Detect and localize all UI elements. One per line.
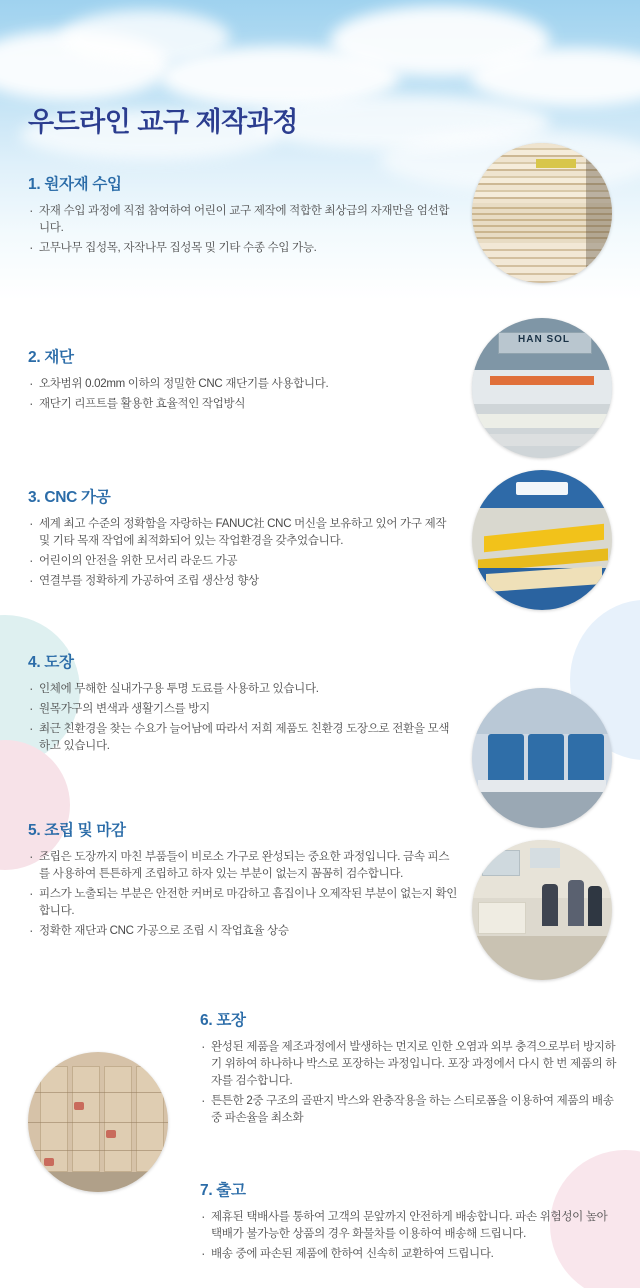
wood-tag bbox=[536, 159, 576, 168]
list-item: · 피스가 노출되는 부분은 안전한 커버로 마감하고 흠집이나 오제작된 부분이 없는지 확인합니다. bbox=[28, 886, 458, 920]
paint-room-upper bbox=[472, 688, 612, 734]
box-edge-line bbox=[28, 1150, 168, 1151]
step-4-bullets bbox=[28, 681, 458, 755]
step-3-title: CNC 가공 bbox=[44, 489, 111, 506]
worker-figure bbox=[568, 880, 584, 926]
step-4 bbox=[28, 650, 458, 758]
paint-room-floor bbox=[472, 792, 612, 828]
box-label-mark bbox=[74, 1102, 84, 1110]
box-label-mark bbox=[44, 1158, 54, 1166]
step-4-heading bbox=[28, 650, 458, 672]
workshop-window bbox=[530, 848, 560, 868]
list-item: · 제휴된 택배사를 통하여 고객의 문앞까지 안전하게 배송합니다. 파손 위험성이 높아 택배가 불가능한 상품의 경우 화물차를 이용하여 배송해 드립니다. bbox=[200, 1209, 620, 1243]
list-item: · 조립은 도장까지 마친 부품들이 비로소 가구로 완성되는 중요한 과정입니다. 금속 피스를 사용하여 튼튼하게 조립하고 하자 있는 부분이 없는지 꼼꼼히 검수합니다. bbox=[28, 849, 458, 883]
photo-cnc-machine bbox=[472, 470, 612, 610]
box-edge-line bbox=[28, 1092, 168, 1093]
step-5-title: 조립 및 마감 bbox=[44, 822, 126, 839]
step-1-title: 원자재 수입 bbox=[44, 176, 122, 193]
list-item: · 최근 친환경을 찾는 수요가 늘어남에 따라서 저희 제품도 친환경 도장으로 전환을 모색하고 있습니다. bbox=[28, 721, 458, 755]
step-7-bullets bbox=[200, 1209, 620, 1263]
photo-painting-line bbox=[472, 688, 612, 828]
step-5-number: 5. bbox=[28, 822, 41, 839]
box-label-mark bbox=[106, 1130, 116, 1138]
step-3-heading bbox=[28, 485, 458, 507]
step-1-bullets bbox=[28, 203, 458, 257]
machine-sign-text: HAN SOL bbox=[518, 334, 570, 345]
step-6-bullets bbox=[200, 1039, 620, 1127]
machine-accent-bar bbox=[490, 376, 594, 385]
box-stack bbox=[104, 1066, 132, 1172]
list-item: · 자재 수입 과정에 직접 참여하여 어린이 교구 제작에 적합한 최상급의 자재만을 엄선합니다. bbox=[28, 203, 458, 237]
list-item: · 오차범위 0.02mm 이하의 정밀한 CNC 재단기를 사용합니다. bbox=[28, 376, 458, 393]
machine-lower bbox=[472, 404, 612, 458]
list-item: · 튼튼한 2중 구조의 골판지 박스와 완충작용을 하는 스티로폼을 이용하여 제품의 배송중 파손율을 최소화 bbox=[200, 1093, 620, 1127]
list-item: · 인체에 무해한 실내가구용 투명 도료를 사용하고 있습니다. bbox=[28, 681, 458, 698]
box-stack bbox=[72, 1066, 100, 1172]
photo-packing-warehouse bbox=[28, 1052, 168, 1192]
step-7-heading bbox=[200, 1178, 620, 1200]
box-stack bbox=[136, 1066, 164, 1172]
step-1-heading bbox=[28, 172, 458, 194]
step-7-title: 출고 bbox=[216, 1182, 246, 1199]
list-item: · 어린이의 안전을 위한 모서리 라운드 가공 bbox=[28, 553, 458, 570]
photo-raw-material bbox=[472, 143, 612, 283]
step-6-heading bbox=[200, 1008, 620, 1030]
box-stack bbox=[40, 1066, 68, 1172]
step-2 bbox=[28, 345, 458, 416]
list-item: · 배송 중에 파손된 제품에 한하여 신속히 교환하여 드립니다. bbox=[200, 1246, 620, 1263]
photo-cutting-machine bbox=[472, 318, 612, 458]
step-2-bullets bbox=[28, 376, 458, 413]
list-item: · 세계 최고 수준의 정확함을 자랑하는 FANUC社 CNC 머신을 보유하고 있어 가구 제작 및 기타 목재 작업에 최적화되어 있는 작업환경을 갖추었습니다. bbox=[28, 516, 458, 550]
step-2-heading bbox=[28, 345, 458, 367]
list-item: · 완성된 제품을 제조과정에서 발생하는 먼지로 인한 오염과 외부 충격으로부터 방지하기 위하여 하나하나 박스로 포장하는 과정입니다. 포장 과정에서 다시 한 번 제품의 하자를 검수합니다. bbox=[200, 1039, 620, 1090]
step-7 bbox=[200, 1178, 620, 1266]
panel-board bbox=[472, 414, 612, 428]
shadow-overlay bbox=[586, 143, 612, 283]
box-edge-line bbox=[28, 1122, 168, 1123]
step-1-number: 1. bbox=[28, 176, 41, 193]
warehouse-floor bbox=[28, 1172, 168, 1192]
panel-board bbox=[472, 434, 612, 446]
step-1 bbox=[28, 172, 458, 260]
list-item: · 고무나무 집성목, 자작나무 집성목 및 기타 수종 수입 가능. bbox=[28, 240, 458, 257]
list-item: · 원목가구의 변색과 생활기스를 방지 bbox=[28, 701, 458, 718]
photo-assembly-workshop bbox=[472, 840, 612, 980]
list-item: · 재단기 리프트를 활용한 효율적인 작업방식 bbox=[28, 396, 458, 413]
step-6-number: 6. bbox=[200, 1012, 213, 1029]
step-5 bbox=[28, 818, 458, 943]
workshop-window bbox=[482, 850, 520, 876]
step-7-number: 7. bbox=[200, 1182, 213, 1199]
step-6 bbox=[200, 1008, 620, 1130]
worker-figure bbox=[588, 886, 602, 926]
step-3-bullets bbox=[28, 516, 458, 590]
worker-figure bbox=[542, 884, 558, 926]
step-4-number: 4. bbox=[28, 654, 41, 671]
step-6-title: 포장 bbox=[216, 1012, 246, 1029]
workshop-furniture bbox=[478, 902, 526, 934]
step-3-number: 3. bbox=[28, 489, 41, 506]
step-4-title: 도장 bbox=[44, 654, 74, 671]
page-title: 우드라인 교구 제작과정 bbox=[28, 107, 298, 137]
list-item: · 연결부를 정확하게 가공하여 조립 생산성 향상 bbox=[28, 573, 458, 590]
step-2-title: 재단 bbox=[44, 349, 74, 366]
cnc-logo-plate bbox=[516, 482, 568, 495]
step-3 bbox=[28, 485, 458, 593]
workshop-floor bbox=[472, 936, 612, 980]
step-5-bullets bbox=[28, 849, 458, 940]
step-5-heading bbox=[28, 818, 458, 840]
list-item: · 정확한 재단과 CNC 가공으로 조립 시 작업효율 상승 bbox=[28, 923, 458, 940]
step-2-number: 2. bbox=[28, 349, 41, 366]
